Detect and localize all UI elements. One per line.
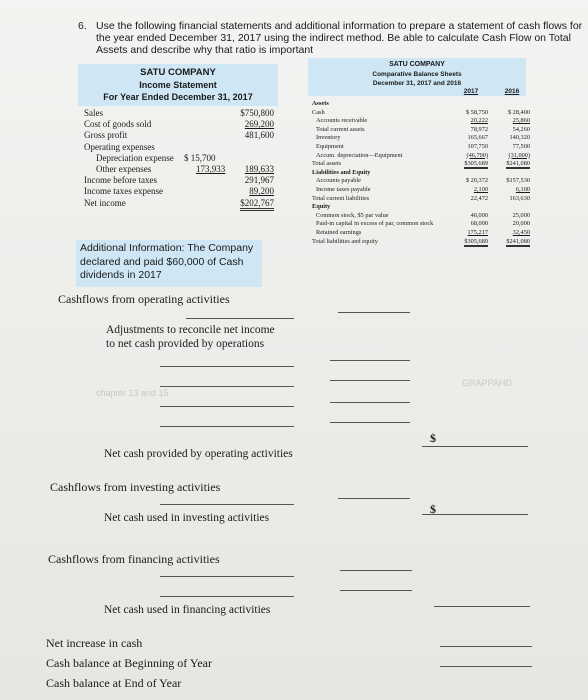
balance-sheet-col-2016: 2016 — [504, 88, 520, 95]
answer-line[interactable] — [160, 406, 294, 407]
table-row: Income before taxes 291,967 — [84, 175, 274, 186]
answer-line[interactable] — [422, 446, 528, 447]
dollar-sign: $ — [430, 502, 436, 516]
table-row: Other expenses 173,933 189,633 — [96, 163, 274, 174]
answer-line[interactable] — [160, 386, 294, 387]
table-row: Paid-in capital in excess of par, common stock 68,000 20,000 — [316, 220, 530, 228]
question-line-1: Use the following financial statements and additional information to prepare a statement of cash flows for — [96, 20, 583, 32]
answer-line[interactable] — [340, 590, 412, 591]
table-row: Accounts receivable 20,222 25,860 — [316, 117, 530, 125]
table-row: Income taxes expense 89,200 — [84, 186, 274, 197]
cash-end-label: Cash balance at End of Year — [46, 676, 182, 690]
net-financing-label: Net cash used in financing activities — [104, 604, 271, 616]
table-row: Cash $ 58,750 $ 28,400 — [312, 108, 530, 116]
answer-line[interactable] — [160, 426, 294, 427]
answer-line[interactable] — [330, 422, 410, 423]
income-statement-company: SATU COMPANY — [140, 67, 216, 78]
table-row: Accum. depreciation—Equipment (46,700) (31,000) — [316, 151, 530, 159]
table-row: Cost of goods sold 269,200 — [84, 119, 274, 130]
answer-line[interactable] — [422, 514, 528, 515]
additional-info-box — [76, 240, 262, 287]
additional-info-line-3: dividends in 2017 — [80, 269, 162, 281]
table-row: Assets — [312, 100, 329, 107]
question-line-3: Assets and describe why that ratio is important — [96, 44, 314, 56]
income-statement-table — [80, 108, 280, 209]
answer-line[interactable] — [434, 606, 530, 607]
answer-line[interactable] — [330, 402, 410, 403]
table-row: Total liabilities and equity $305,689 $241,080 — [312, 237, 530, 245]
balance-sheet-col-2017: 2017 — [463, 88, 479, 95]
table-row: Retained earnings 175,217 32,450 — [316, 228, 530, 236]
balance-sheet-title: Comparative Balance Sheets — [372, 71, 462, 78]
table-row: Inventory 165,667 140,320 — [316, 134, 530, 142]
balance-sheet-period: December 31, 2017 and 2016 — [372, 80, 462, 87]
table-row: Common stock, $5 par value 40,000 25,000 — [316, 211, 530, 219]
answer-line[interactable] — [160, 596, 294, 597]
answer-line[interactable] — [330, 380, 410, 381]
show-through-text: chapter 13 and 15 — [96, 388, 169, 398]
answer-line[interactable] — [330, 360, 410, 361]
net-investing-label: Net cash used in investing activities — [104, 512, 270, 524]
balance-sheet-company: SATU COMPANY — [389, 61, 445, 68]
adjustments-line-2: to net cash provided by operations — [106, 338, 265, 350]
investing-activities-heading: Cashflows from investing activities — [50, 480, 221, 494]
table-row: Income taxes payable 2,100 6,100 — [316, 185, 530, 193]
question-number: 6. — [78, 20, 87, 32]
income-statement-header — [78, 64, 278, 106]
table-row: Depreciation expense $ 15,700 — [96, 152, 216, 163]
answer-line[interactable] — [338, 498, 410, 499]
net-increase-label: Net increase in cash — [46, 636, 143, 650]
financing-activities-heading: Cashflows from financing activities — [48, 552, 220, 566]
cash-begin-label: Cash balance at Beginning of Year — [46, 656, 212, 670]
answer-line[interactable] — [160, 366, 294, 367]
table-row: Net income $202,767 — [80, 198, 280, 209]
additional-info-line-2: declared and paid $60,000 of Cash — [80, 255, 244, 268]
answer-line[interactable] — [440, 646, 532, 647]
table-row: Equity — [312, 203, 331, 211]
show-through-text: GRAPPAHD — [462, 378, 512, 388]
answer-line[interactable] — [160, 504, 294, 505]
table-row: Total current liabilities 22,472 163,630 — [312, 194, 530, 202]
answer-line[interactable] — [440, 666, 532, 667]
question-line-2: the year ended December 31, 2017 using the indirect method. Be able to calculate Cash Flow on Total — [96, 32, 571, 44]
net-operating-label: Net cash provided by operating activities — [104, 448, 293, 460]
balance-sheet-table — [312, 100, 532, 246]
table-row: Gross profit 481,600 — [84, 130, 274, 141]
table-row: Accounts payable $ 20,372 $157,530 — [316, 177, 530, 185]
income-statement-title: Income Statement — [139, 80, 217, 90]
answer-line[interactable] — [340, 570, 412, 571]
table-row: Total assets $305,689 $241,080 — [312, 160, 530, 168]
dollar-sign: $ — [430, 431, 436, 445]
additional-info-line-1: Additional Information: The Company — [80, 242, 254, 254]
answer-line[interactable] — [160, 576, 294, 577]
table-row: Total current assets 78,972 54,260 — [316, 125, 530, 133]
table-row: Equipment 107,750 77,500 — [316, 142, 530, 150]
table-row: Sales $750,800 — [84, 108, 274, 118]
operating-activities-heading: Cashflows from operating activities — [58, 292, 230, 306]
adjustments-line-1: Adjustments to reconcile net income — [106, 324, 275, 336]
table-row: Operating expenses — [84, 141, 155, 152]
income-statement-period: For Year Ended December 31, 2017 — [103, 92, 253, 102]
table-row: Liabilities and Equity — [312, 168, 371, 176]
